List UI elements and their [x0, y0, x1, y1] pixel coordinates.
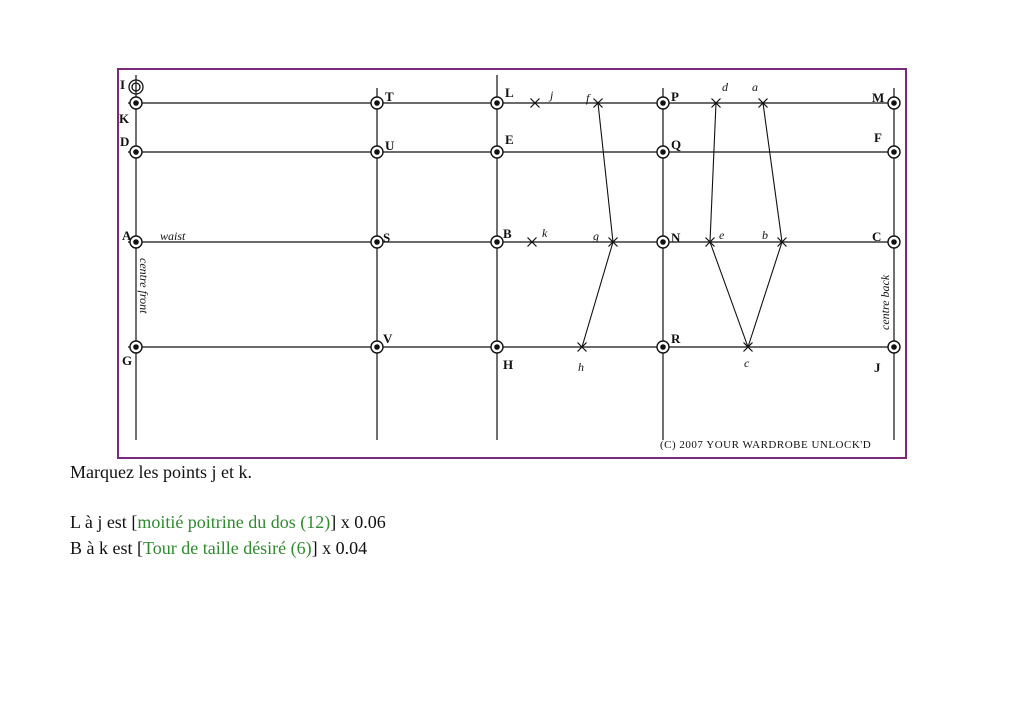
copyright-text: (C) 2007 YOUR WARDROBE UNLOCK'D [660, 439, 872, 451]
point-labels [119, 77, 884, 375]
instruction-line-2 [70, 536, 367, 560]
waist-label: waist [160, 229, 186, 243]
point-c-dot [891, 239, 897, 245]
point-e-dot [494, 149, 500, 155]
line2-highlight: Tour de taille désiré (6) [142, 538, 312, 558]
point-label-m: M [872, 90, 885, 105]
point-v-dot [374, 344, 380, 350]
point-u-dot [374, 149, 380, 155]
point-t-dot [374, 100, 380, 106]
point-l-dot [494, 100, 500, 106]
point-label-b: B [503, 226, 512, 241]
point-p-dot [660, 100, 666, 106]
mark-label-c: c [744, 356, 750, 370]
point-h-dot [494, 344, 500, 350]
point-label-f: F [874, 130, 882, 145]
point-label-h: H [503, 357, 514, 372]
centre-front-label: centre front [137, 258, 151, 314]
line1-suffix: ] x 0.06 [330, 512, 386, 532]
point-label-s: S [383, 230, 391, 245]
grid-lines [128, 75, 900, 440]
diagram-frame [118, 69, 906, 458]
mark-label-a: a [752, 80, 758, 94]
seam-line [582, 242, 613, 347]
instruction-heading [70, 460, 252, 484]
point-label-p: P [671, 89, 679, 104]
point-f-dot [891, 149, 897, 155]
seam-line [748, 242, 782, 347]
point-label-t: T [385, 89, 394, 104]
line1-highlight: moitié poitrine du dos (12) [137, 512, 331, 532]
point-label-k: K [119, 111, 130, 126]
mark-label-k: k [542, 226, 548, 240]
point-m-dot [891, 100, 897, 106]
cross-marks [528, 99, 787, 352]
mark-label-b: b [762, 228, 768, 242]
shape-lines [582, 103, 782, 347]
centre-back-label: centre back [878, 274, 892, 330]
point-label-g: G [122, 353, 133, 368]
point-label-e: E [505, 132, 514, 147]
point-label-n: N [671, 230, 681, 245]
point-label-l: L [505, 85, 514, 100]
point-g-dot [133, 344, 139, 350]
point-s-dot [374, 239, 380, 245]
instruction-line-1 [70, 510, 386, 534]
point-b-dot [494, 239, 500, 245]
point-label-i: I [120, 77, 126, 92]
line2-suffix: ] x 0.04 [311, 538, 368, 558]
mark-label-e: e [719, 228, 725, 242]
mark-label-g: g [593, 229, 599, 243]
point-q-dot [660, 149, 666, 155]
mark-label-h: h [578, 360, 584, 374]
point-label-q: Q [671, 137, 682, 152]
seam-line [763, 103, 782, 242]
point-label-u: U [385, 138, 395, 153]
line2-prefix: B à k est [ [70, 538, 143, 558]
point-label-v: V [383, 331, 393, 346]
heading-text: Marquez les points j et k. [70, 462, 252, 482]
line1-prefix: L à j est [ [70, 512, 138, 532]
mark-label-f: f [586, 91, 590, 105]
seam-line [710, 103, 716, 242]
point-label-j: J [874, 360, 881, 375]
seam-line [710, 242, 748, 347]
point-dots [129, 80, 900, 353]
point-a-dot [133, 239, 139, 245]
mark-label-j: j [550, 88, 554, 102]
point-label-d: D [120, 134, 130, 149]
point-j-dot [891, 344, 897, 350]
point-d-dot [133, 149, 139, 155]
mark-label-d: d [722, 80, 728, 94]
point-r-dot [660, 344, 666, 350]
point-n-dot [660, 239, 666, 245]
point-label-a: A [122, 228, 132, 243]
point-label-c: C [872, 229, 882, 244]
point-label-r: R [671, 331, 681, 346]
point-k-dot [133, 100, 139, 106]
seam-line [598, 103, 613, 242]
